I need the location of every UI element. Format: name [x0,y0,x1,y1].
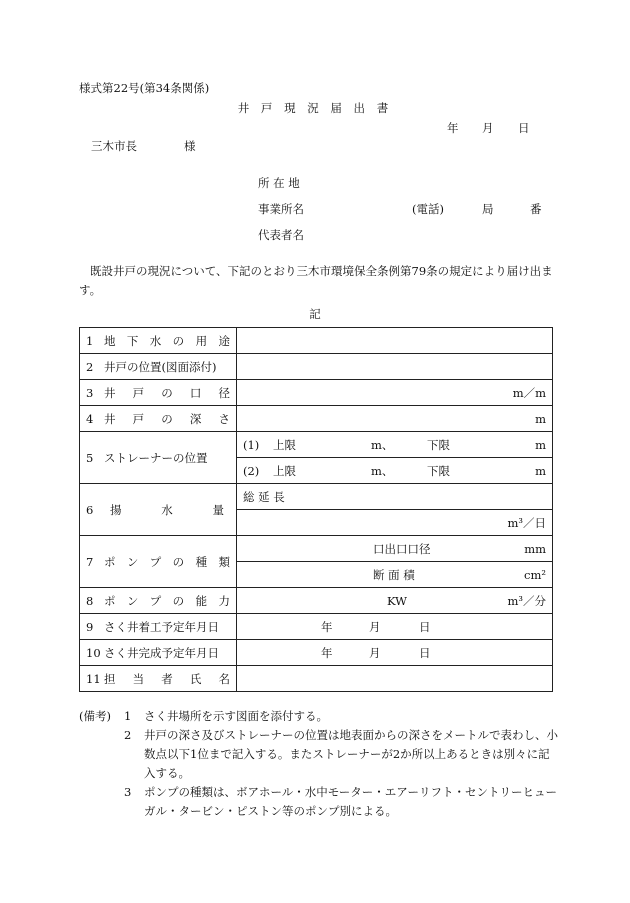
row11-label: 11 担 当 者 氏 名 [80,666,237,692]
table-row [80,614,553,640]
table-row [80,536,553,562]
row5-line1[interactable]: (1) 上限 m、 下限 m [237,432,553,458]
form-number: 様式第22号(第34条関係) [79,81,210,95]
remark-item: 3 ポンプの種類は、ボアホール・水中モーター・エアーリフト・セントリーヒューガル・タービン・ピストン等のポンプ別による。 [124,785,557,818]
row7-label: 7 ポ ン プ の 種 類 [80,536,237,588]
row9-value[interactable]: 年 月 日 [237,614,553,640]
row6-total-length[interactable]: 総 延 長 [237,484,553,510]
table-row [80,666,553,692]
representative-label: 代表者名 [258,228,304,242]
row-number: 1 [86,333,94,348]
row8-label: 8 ポ ン プ の 能 力 [80,588,237,614]
document-title: 井 戸 現 況 届 出 書 [237,101,393,115]
row10-value[interactable]: 年 月 日 [237,640,553,666]
date-month: 月 [482,121,494,135]
row11-value[interactable] [237,666,553,692]
well-status-table [79,327,553,692]
row4-label: 4 井 戸 の 深 さ [80,406,237,432]
table-row [80,406,553,432]
row2-label: 2 井戸の位置(図面添付) [80,354,237,380]
row6-unit[interactable]: m³／日 [237,510,553,536]
addressee-name: 三木市長 [91,139,137,153]
ki-heading: 記 [309,307,321,321]
date-day: 日 [518,121,530,135]
row3-label: 3 井 戸 の 口 径 [80,380,237,406]
table-row [80,328,553,354]
row7-bore[interactable]: 口出口口径 mm [237,536,553,562]
table-row [80,432,553,458]
remarks-heading: (備考) [79,709,111,723]
remark-item: (備考) 1 さく井場所を示す図面を添付する。 [79,707,559,726]
table-row [80,484,553,510]
row7-area[interactable]: 断 面 積 cm² [237,562,553,588]
row10-label: 10 さく井完成予定年月日 [80,640,237,666]
row9-label: 9 さく井着工予定年月日 [80,614,237,640]
row6-label: 6 揚 水 量 [80,484,237,536]
row4-value[interactable]: m [237,406,553,432]
row3-value[interactable]: m／m [237,380,553,406]
number-label: 番 [530,202,542,216]
table-row [80,640,553,666]
date-year: 年 [447,121,459,135]
row2-value[interactable] [237,354,553,380]
office-label: 事業所名 [258,202,304,216]
row5-label: 5 ストレーナーの位置 [80,432,237,484]
row1-label: 1 地 下 水 の 用 途 [80,328,237,354]
remark-item: 2 井戸の深さ及びストレーナーの位置は地表面からの深さをメートルで表わし、小数点以下1位まで記入する。またストレーナーが2か所以上あるときは別々に記入する。 [124,728,558,780]
row8-value[interactable]: KW m³／分 [237,588,553,614]
addressee-honorific: 様 [184,139,196,153]
row1-value[interactable] [237,328,553,354]
table-row [80,354,553,380]
phone-label: (電話) [412,202,444,216]
bureau-label: 局 [482,202,494,216]
location-label: 所 在 地 [258,176,300,190]
body-text: 既設井戸の現況について、下記のとおり三木市環境保全条例第79条の規定により届け出ます。 [79,264,553,297]
table-row [80,380,553,406]
row5-line2[interactable]: (2) 上限 m、 下限 m [237,458,553,484]
remarks [79,707,559,821]
table-row [80,588,553,614]
